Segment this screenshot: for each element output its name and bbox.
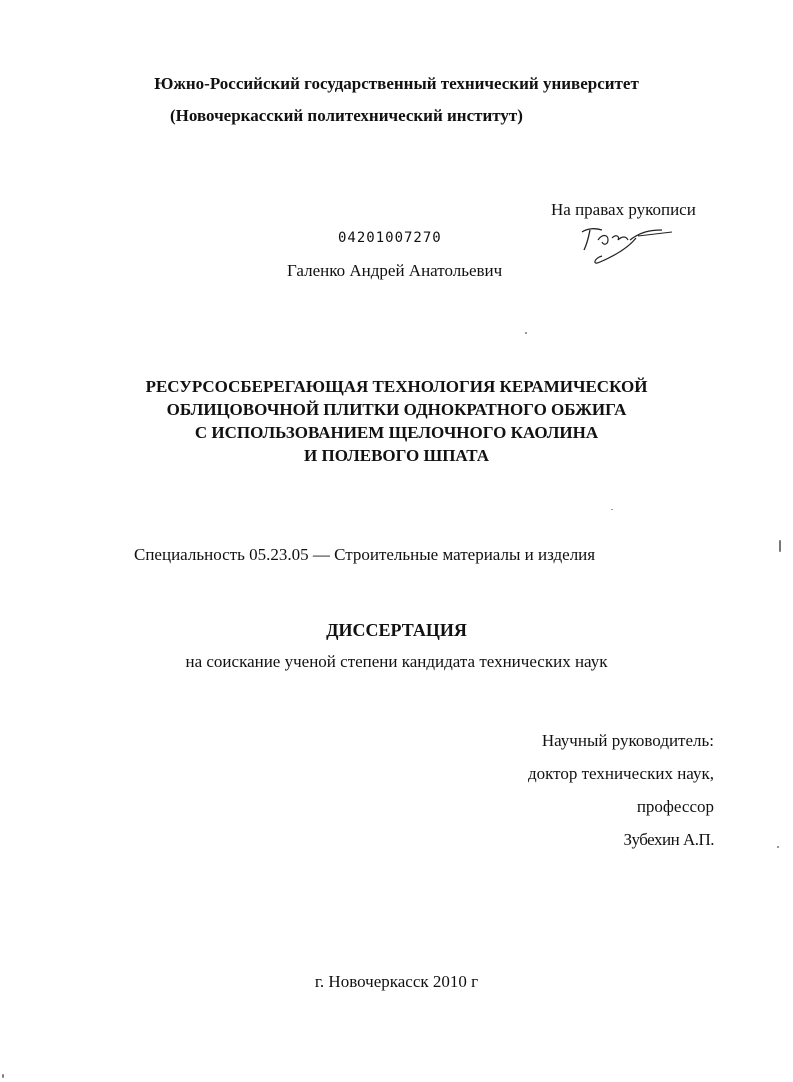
title-line: С ИСПОЛЬЗОВАНИЕМ ЩЕЛОЧНОГО КАОЛИНА bbox=[194, 423, 599, 442]
supervisor-block bbox=[528, 724, 714, 856]
supervisor-title: профессор bbox=[636, 797, 714, 816]
specialty: Специальность 05.23.05 — Строительные материалы и изделия bbox=[134, 545, 596, 564]
registration-number: 04201007270 bbox=[338, 230, 442, 246]
author-signature bbox=[578, 218, 678, 268]
title-line: И ПОЛЕВОГО ШПАТА bbox=[304, 446, 489, 465]
university-name: Южно-Российский государственный технический университет bbox=[154, 74, 639, 93]
degree-sought: на соискание ученой степени кандидата технических наук bbox=[185, 652, 608, 671]
scan-speck bbox=[611, 509, 613, 510]
title-line: РЕСУРСОСБЕРЕГАЮЩАЯ ТЕХНОЛОГИЯ КЕРАМИЧЕСКОЙ bbox=[145, 377, 648, 396]
scan-speck bbox=[525, 332, 527, 334]
author-name: Галенко Андрей Анатольевич bbox=[287, 261, 503, 280]
place-and-year: г. Новочеркасск 2010 г bbox=[314, 972, 479, 991]
supervisor-role: Научный руководитель: bbox=[541, 731, 714, 750]
scan-speck bbox=[777, 846, 779, 848]
scan-speck bbox=[779, 540, 781, 552]
title-line: ОБЛИЦОВОЧНОЙ ПЛИТКИ ОДНОКРАТНОГО ОБЖИГА bbox=[166, 400, 627, 419]
document-type: ДИССЕРТАЦИЯ bbox=[326, 620, 467, 640]
supervisor-degree: доктор технических наук, bbox=[527, 764, 714, 783]
dissertation-title bbox=[0, 375, 793, 467]
institute-name: (Новочеркасский политехнический институт) bbox=[170, 106, 523, 125]
supervisor-name: Зубехин А.П. bbox=[623, 830, 714, 849]
scan-speck bbox=[2, 1074, 4, 1078]
manuscript-rights-note: На правах рукописи bbox=[551, 200, 696, 219]
